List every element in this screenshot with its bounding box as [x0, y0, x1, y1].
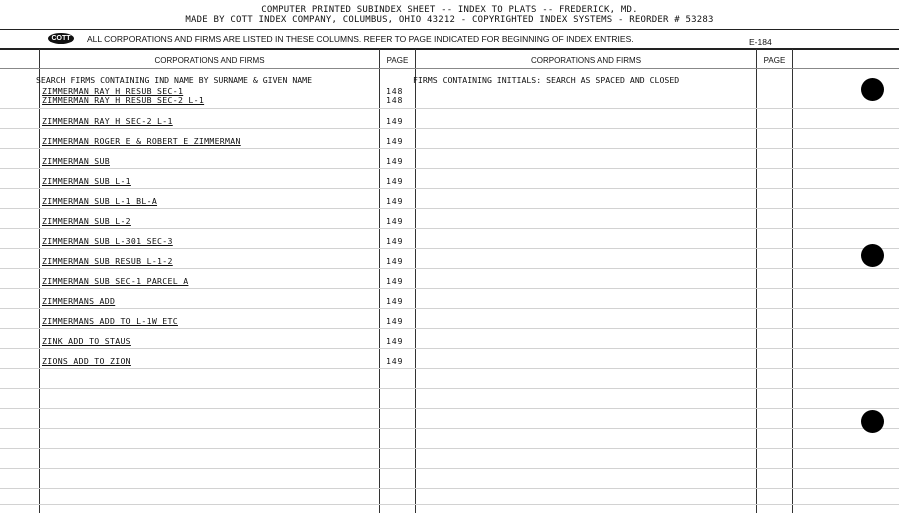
instruction-notice: ALL CORPORATIONS AND FIRMS ARE LISTED IN THESE COLUMNS. REFER TO PAGE INDICATED FOR BEGINNING OF INDEX ENTRIES. [87, 34, 634, 44]
ruled-line [0, 208, 899, 209]
entry-name: ZIMMERMAN SUB L-301 SEC-3 [42, 236, 173, 246]
entry-name: ZIONS ADD TO ZION [42, 356, 131, 366]
entry-page-number: 149 [386, 256, 404, 266]
left-page-column-divider [379, 49, 380, 513]
left-margin-line [39, 49, 40, 513]
entry-page-number: 149 [386, 116, 404, 126]
ruled-line [0, 468, 899, 469]
ruled-line [0, 168, 899, 169]
ruled-line [0, 148, 899, 149]
entry-page-number: 149 [386, 216, 404, 226]
entry-name: ZIMMERMAN RAY H SEC-2 L-1 [42, 116, 173, 126]
binder-hole-bottom [861, 410, 884, 433]
entry-page-number: 149 [386, 136, 404, 146]
entry-page-number: 149 [386, 276, 404, 286]
ruled-line [0, 288, 899, 289]
header-divider [0, 29, 899, 30]
ruled-line [0, 108, 899, 109]
entry-name: ZIMMERMANS ADD [42, 296, 116, 306]
ruled-line [0, 368, 899, 369]
entry-name: ZIMMERMAN SUB [42, 156, 110, 166]
heading-rule [0, 68, 899, 69]
left-column-heading: CORPORATIONS AND FIRMS [154, 56, 265, 65]
entry-page-number: 149 [386, 316, 404, 326]
entry-name: ZIMMERMANS ADD TO L-1W ETC [42, 316, 178, 326]
left-search-instruction: SEARCH FIRMS CONTAINING IND NAME BY SURNAME & GIVEN NAME [36, 75, 313, 85]
right-margin-line [792, 49, 793, 513]
entry-name: ZIMMERMAN ROGER E & ROBERT E ZIMMERMAN [42, 136, 241, 146]
ruled-line [0, 504, 899, 505]
ruled-line [0, 228, 899, 229]
ruled-line [0, 348, 899, 349]
entry-name: ZIMMERMAN SUB L-1 BL-A [42, 196, 158, 206]
entry-page-number: 149 [386, 236, 404, 246]
ruled-line [0, 448, 899, 449]
entry-page-number: 149 [386, 296, 404, 306]
right-page-column-divider [756, 49, 757, 513]
ruled-line [0, 428, 899, 429]
ruled-line [0, 328, 899, 329]
entry-page-number: 149 [386, 156, 404, 166]
cott-logo: COTT [48, 33, 74, 44]
left-page-heading: PAGE [386, 56, 409, 65]
sheet-number: E-184 [749, 37, 772, 47]
ruled-line [0, 248, 899, 249]
entry-page-number: 149 [386, 176, 404, 186]
ruled-line [0, 268, 899, 269]
binder-hole-top [861, 78, 884, 101]
ruled-line [0, 388, 899, 389]
sheet-title: COMPUTER PRINTED SUBINDEX SHEET -- INDEX TO PLATS -- FREDERICK, MD. [261, 5, 638, 15]
entry-name: ZIMMERMAN SUB L-2 [42, 216, 131, 226]
entry-name: ZIMMERMAN SUB SEC-1 PARCEL A [42, 276, 189, 286]
right-search-instruction: FIRMS CONTAINING INITIALS: SEARCH AS SPACED AND CLOSED [413, 75, 680, 85]
entry-page-number: 148 [386, 95, 404, 105]
entry-name: ZINK ADD TO STAUS [42, 336, 131, 346]
entry-name: ZIMMERMAN SUB RESUB L-1-2 [42, 256, 173, 266]
ruled-line [0, 188, 899, 189]
entry-page-number: 149 [386, 356, 404, 366]
entry-page-number: 148 [386, 86, 404, 96]
entry-name: ZIMMERMAN RAY H RESUB SEC-2 L-1 [42, 95, 205, 105]
right-column-heading: CORPORATIONS AND FIRMS [530, 56, 642, 65]
entry-page-number: 149 [386, 336, 404, 346]
publisher-line: MADE BY COTT INDEX COMPANY, COLUMBUS, OHIO 43212 - COPYRIGHTED INDEX SYSTEMS - REORDER # 53283 [185, 15, 714, 25]
ruled-line [0, 308, 899, 309]
ruled-line [0, 488, 899, 489]
entry-page-number: 149 [386, 196, 404, 206]
table-top-border [0, 48, 899, 50]
center-column-divider [415, 49, 416, 513]
entry-name: ZIMMERMAN RAY H RESUB SEC-1 [42, 86, 184, 96]
binder-hole-middle [861, 244, 884, 267]
entry-name: ZIMMERMAN SUB L-1 [42, 176, 131, 186]
ruled-line [0, 128, 899, 129]
ruled-line [0, 408, 899, 409]
right-page-heading: PAGE [763, 56, 786, 65]
